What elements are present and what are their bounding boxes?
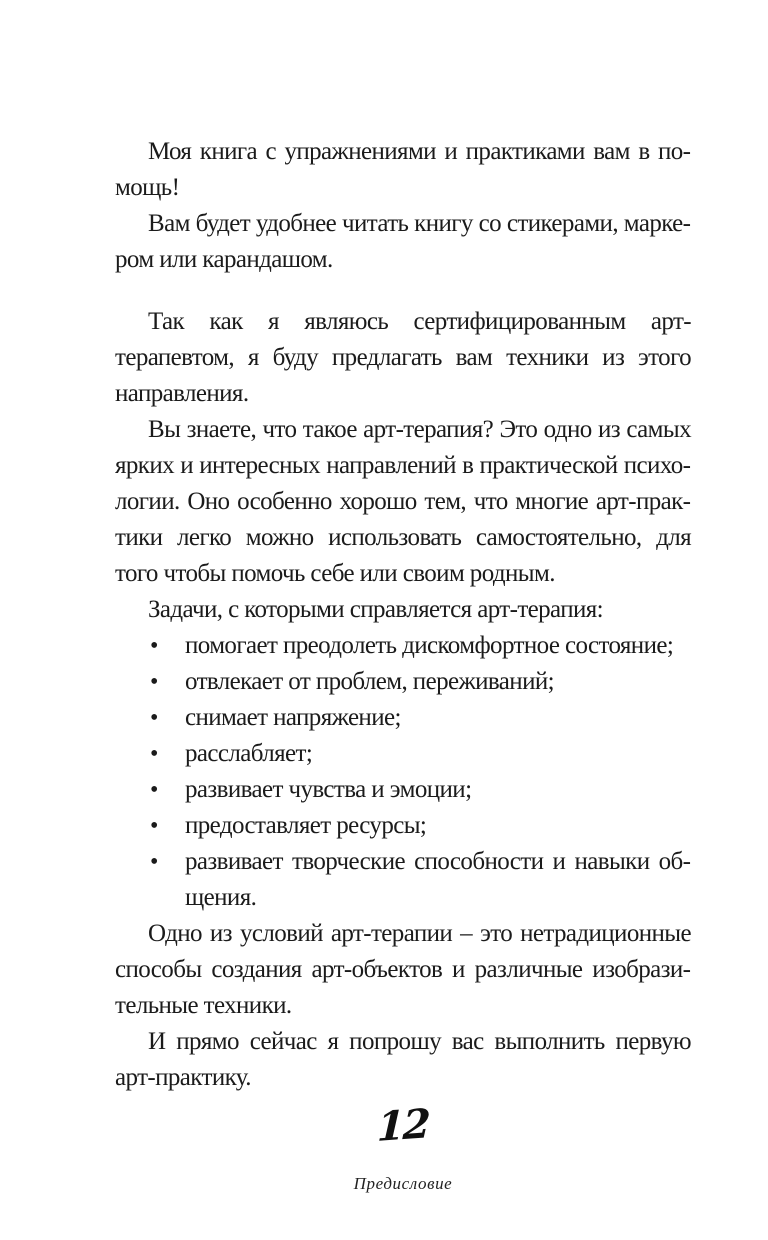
bullet-icon: • bbox=[150, 813, 158, 839]
text-column bbox=[115, 134, 691, 1202]
list-item-text: развивает творческие способности и навыки общения. bbox=[185, 848, 691, 911]
list-item bbox=[115, 808, 691, 844]
bullet-icon: • bbox=[150, 849, 158, 875]
paragraph: И прямо сейчас я попрошу вас выполнить первую арт-практику. bbox=[115, 1028, 691, 1091]
list-item bbox=[115, 844, 691, 916]
list-item-text: предоставляет ресурсы; bbox=[185, 812, 427, 839]
bullet-icon: • bbox=[150, 669, 158, 695]
list-item-text: отвлекает от проблем, переживаний; bbox=[185, 668, 554, 695]
list-item-text: развивает чувства и эмоции; bbox=[185, 776, 472, 803]
list-item bbox=[115, 664, 691, 700]
page-number-area bbox=[115, 1100, 691, 1151]
bullet-icon: • bbox=[150, 741, 158, 767]
list-item bbox=[115, 628, 691, 664]
art-therapy-benefits-list bbox=[115, 628, 691, 916]
page-number: 12 bbox=[376, 1100, 430, 1151]
paragraph: Одно из условий арт-терапии – это нетрадиционные способы создания арт-объектов и различные изобразительные техники. bbox=[115, 920, 691, 1019]
list-intro-paragraph: Задачи, с которыми справляется арт-терапия: bbox=[148, 596, 604, 623]
paragraph: Вам будет удобнее читать книгу со стикерами, маркером или карандашом. bbox=[115, 210, 691, 273]
list-item bbox=[115, 772, 691, 808]
list-item bbox=[115, 700, 691, 736]
list-item-text: снимает напряжение; bbox=[185, 704, 401, 731]
paragraph: Вы знаете, что такое арт-терапия? Это одно из самых ярких и интересных направлений в практической психологии. Оно особенно хорошо тем, что многие арт-практики легко можно использовать самостоятельно, для того чтобы помочь себе или своим родным. bbox=[115, 416, 691, 587]
list-item bbox=[115, 736, 691, 772]
bullet-icon: • bbox=[150, 705, 158, 731]
list-item-text: помогает преодолеть дискомфортное состояние; bbox=[185, 632, 674, 659]
list-item-text: расслабляет; bbox=[185, 740, 313, 767]
paragraph: Так как я являюсь сертифицированным арт-терапевтом, я буду предлагать вам техники из этого направления. bbox=[115, 308, 691, 407]
chapter-title-footer: Предисловие bbox=[353, 1174, 453, 1193]
bullet-icon: • bbox=[150, 777, 158, 803]
bullet-icon: • bbox=[150, 633, 158, 659]
paragraph: Моя книга с упражнениями и практиками вам в помощь! bbox=[115, 138, 691, 201]
